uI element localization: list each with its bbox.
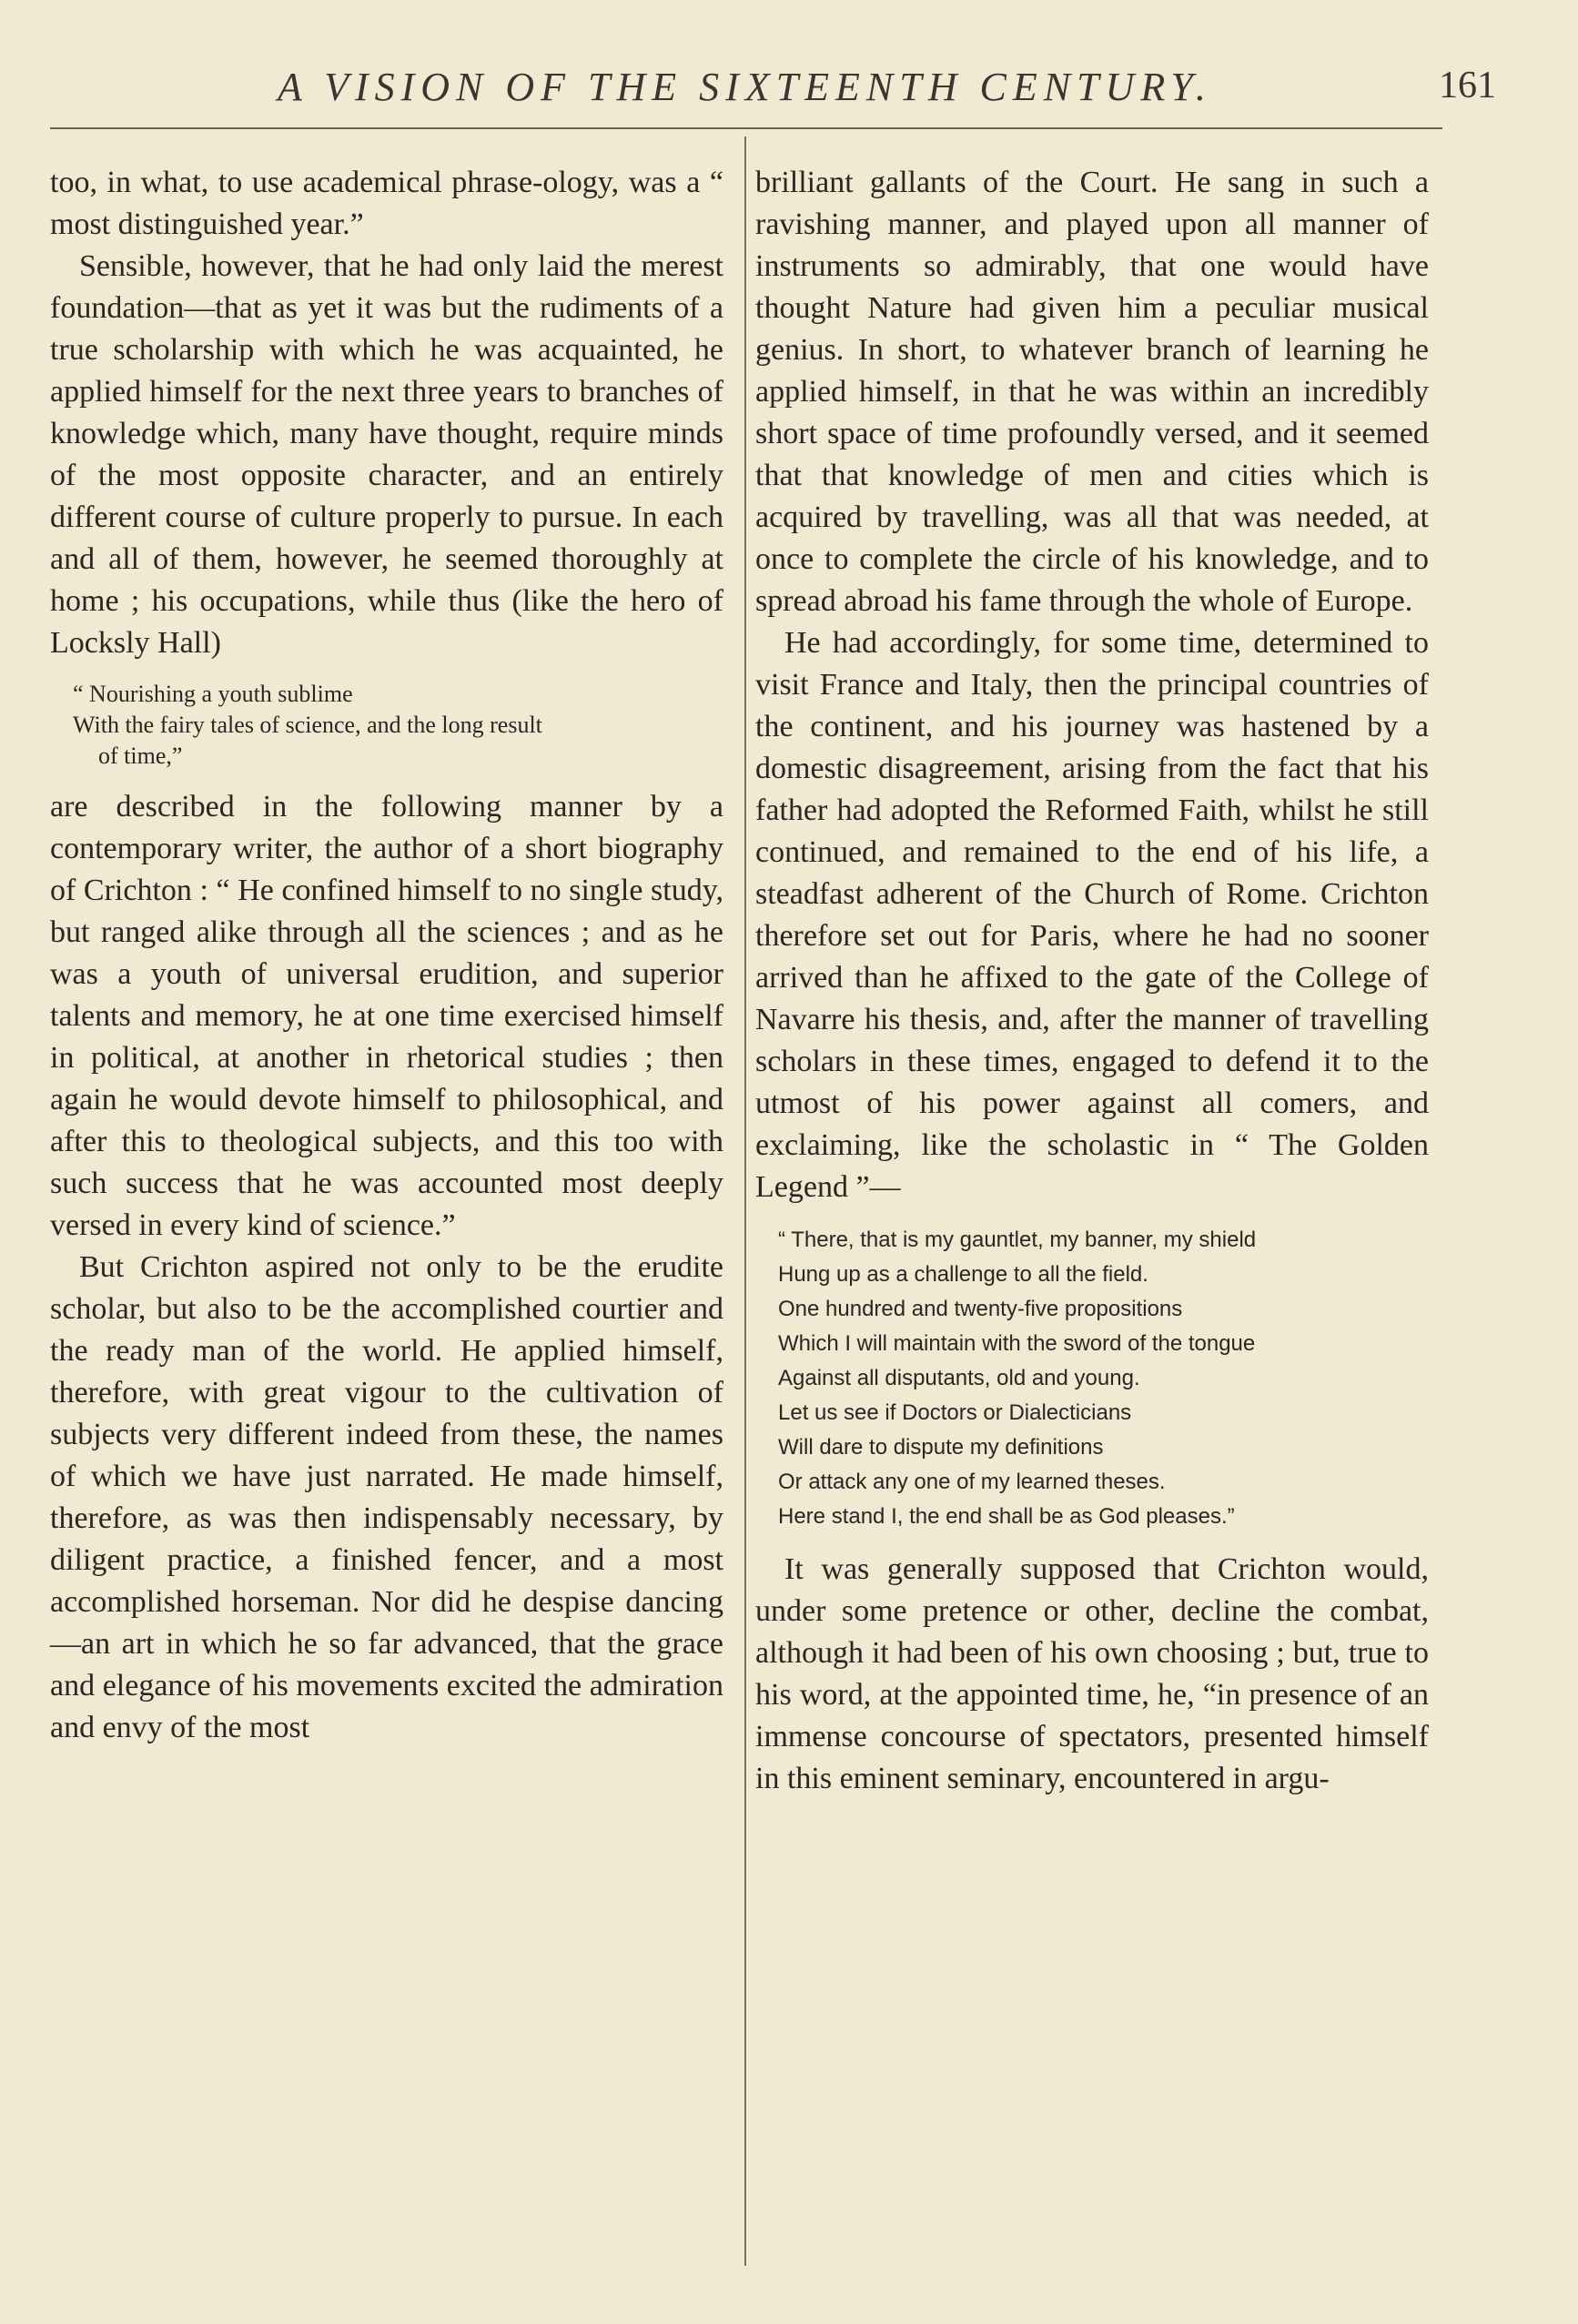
verse-line: Or attack any one of my learned theses.	[778, 1470, 1166, 1494]
verse-line: One hundred and twenty-five propositions	[778, 1297, 1183, 1321]
left-paragraph-2: Sensible, however, that he had only laid the merest foundation—that as yet it was but the rudiments of a true scholarship with which he was acquainted, he applied himself for the next three years to branches of knowledge which, many have thought, require minds of the most opposite character, and an entirely different course of culture properly to pursue. In each and all of them, however, he seemed thoroughly at home ; his occupations, while thus (like the hero of Locksly Hall)	[50, 249, 723, 660]
verse-line: “ There, that is my gauntlet, my banner, my shield	[778, 1228, 1257, 1252]
column-divider	[744, 136, 746, 2266]
right-paragraph-1: brilliant gallants of the Court. He sang in such a ravishing manner, and played upon all manner of instruments so admirably, that one would have thought Nature had given him a peculiar musical genius. In short, to whatever branch of learning he applied himself, in that he was within an incredibly short space of time profoundly versed, and it seemed that that knowledge of men and cities which is acquired by travelling, was all that was needed, at once to complete the circle of his knowledge, and to spread abroad his fame through the whole of Europe.	[755, 166, 1429, 618]
verse-line: Against all disputants, old and young.	[778, 1366, 1140, 1390]
left-verse-quote	[73, 679, 723, 772]
verse-line: Let us see if Doctors or Dialecticians	[778, 1400, 1132, 1425]
left-column	[50, 162, 723, 1749]
verse-line: With the fairy tales of science, and the long result	[73, 712, 542, 738]
running-title: A VISION OF THE SIXTEENTH CENTURY.	[278, 65, 1212, 109]
left-paragraph-3: are described in the following manner by a contemporary writer, the author of a short biography of Crichton : “ He confined himself to no single study, but ranged alike through all the sciences ; and as he was a youth of universal erudition, and superior talents and memory, he at one time exercised himself in political, at another in rhetorical studies ; then again he would devote himself to philosophical, and after this to theological subjects, and this too with such success that he was accounted most deeply versed in every kind of science.”	[50, 790, 723, 1242]
right-paragraph-2: He had accordingly, for some time, determined to visit France and Italy, then the principal countries of the continent, and his journey was hastened by a domestic disagreement, arising from the fact that his father had adopted the Reformed Faith, whilst he still continued, and remained to the end of his life, a steadfast adherent of the Church of Rome. Crichton therefore set out for Paris, where he had no sooner arrived than he affixed to the gate of the College of Navarre his thesis, and, after the manner of travelling scholars in these times, engaged to defend it to the utmost of his power against all comers, and exclaiming, like the scholastic in “ The Golden Legend ”—	[755, 626, 1429, 1204]
right-paragraph-3: It was generally supposed that Crichton would, under some pretence or other, decline the combat, although it had been of his own choosing ; but, true to his word, at the appointed time, he, “in presence of an immense concourse of spectators, presented himself in this eminent seminary, encountered in argu-	[755, 1552, 1429, 1795]
left-paragraph-1: too, in what, to use academical phrase-ology, was a “ most distinguished year.”	[50, 166, 723, 241]
verse-line: of time,”	[98, 743, 183, 769]
right-verse-quote	[778, 1223, 1429, 1534]
verse-line: Hung up as a challenge to all the field.	[778, 1262, 1148, 1287]
verse-line: “ Nourishing a youth sublime	[73, 681, 353, 707]
verse-line: Here stand I, the end shall be as God pleases.”	[778, 1504, 1235, 1529]
right-column	[755, 162, 1429, 1800]
verse-line: Which I will maintain with the sword of the tongue	[778, 1331, 1256, 1356]
page-number: 161	[1439, 65, 1496, 106]
running-header	[46, 64, 1523, 118]
verse-line: Will dare to dispute my definitions	[778, 1435, 1104, 1460]
left-paragraph-4: But Crichton aspired not only to be the erudite scholar, but also to be the accomplished courtier and the ready man of the world. He applied himself, therefore, with great vigour to the cultivation of subjects very different indeed from these, the names of which we have just narrated. He made himself, therefore, as was then indispensably necessary, by diligent practice, a finished fencer, and a most accomplished horseman. Nor did he despise dancing—an art in which he so far advanced, that the grace and elegance of his movements excited the admiration and envy of the most	[50, 1250, 723, 1744]
header-rule	[50, 127, 1442, 129]
